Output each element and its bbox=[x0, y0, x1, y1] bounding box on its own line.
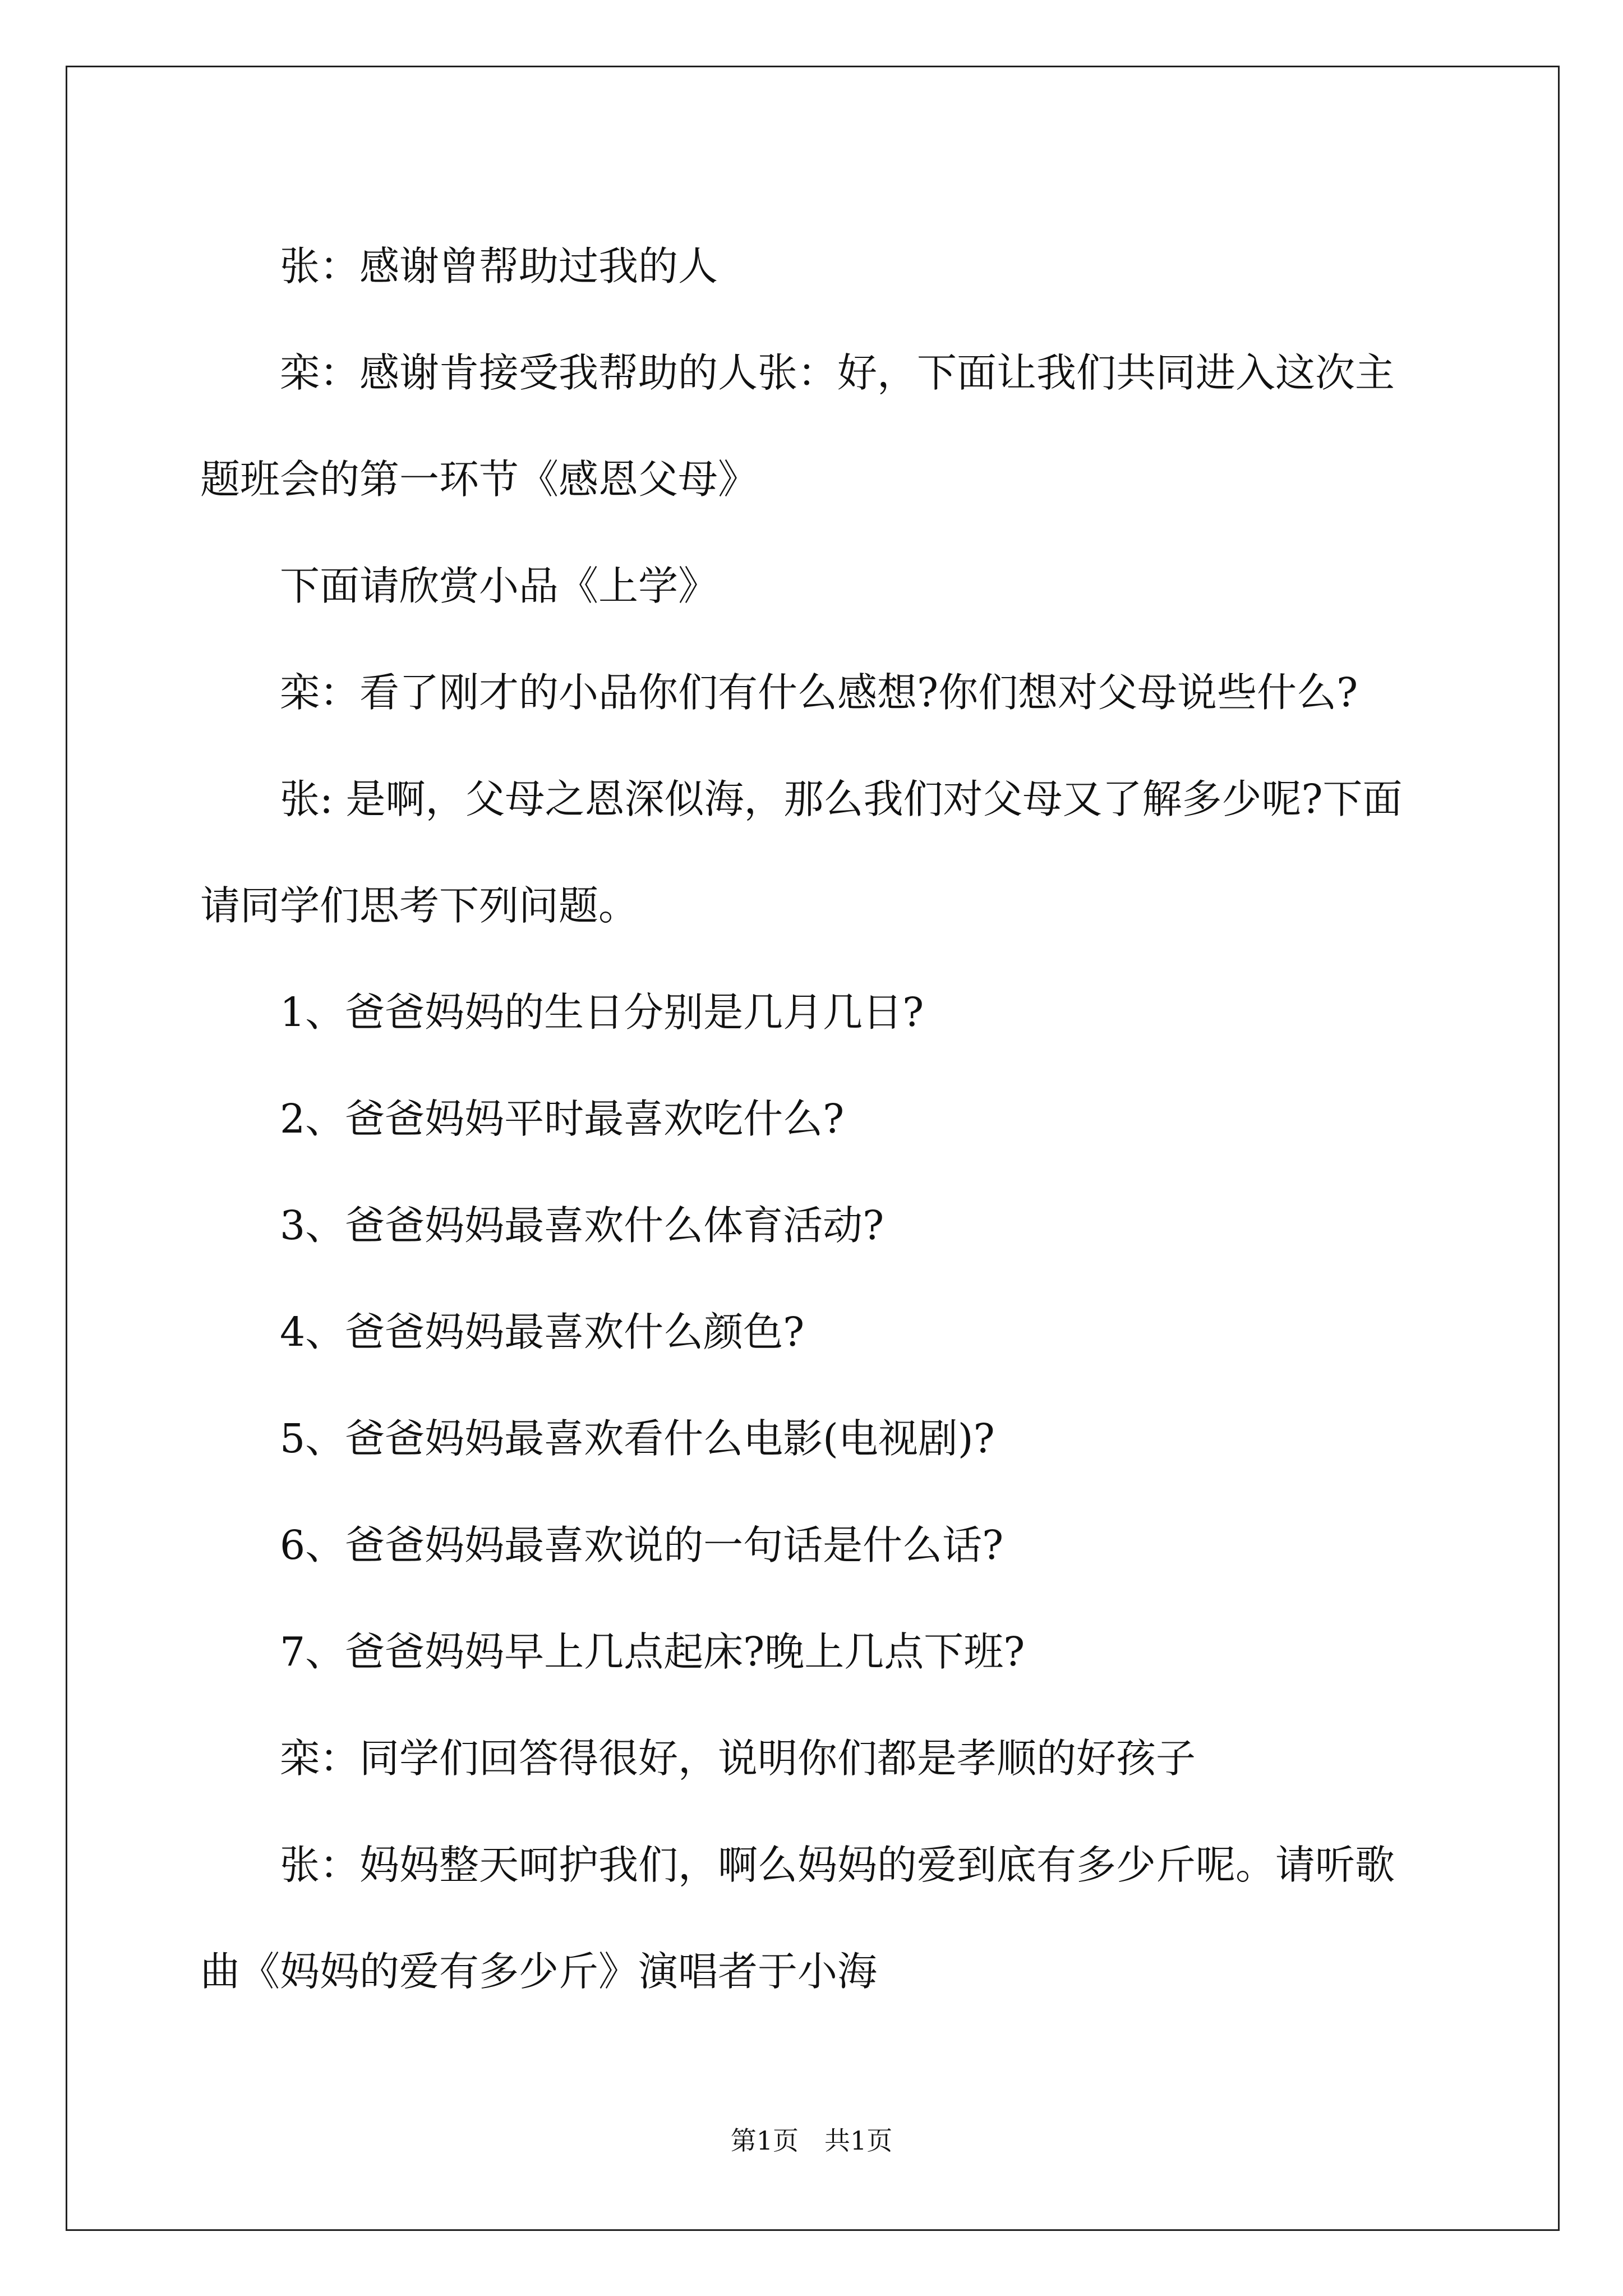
question-item: 1、爸爸妈妈的生日分别是几月几日? bbox=[280, 989, 924, 1036]
paragraph: 下面请欣赏小品《上学》 bbox=[280, 563, 718, 609]
document-body bbox=[200, 213, 1434, 2025]
paragraph: 张：妈妈整天呵护我们，啊么妈妈的爱到底有多少斤呢。请听歌曲《妈妈的爱有多少斤》演唱者于小海 bbox=[200, 1842, 1395, 1995]
paragraph: 张: 是啊，父母之恩深似海，那么我们对父母又了解多少呢?下面请同学们思考下列问题。 bbox=[200, 776, 1403, 929]
paragraph: 栾：看了刚才的小品你们有什么感想?你们想对父母说些什么? bbox=[280, 669, 1358, 716]
question-item: 5、爸爸妈妈最喜欢看什么电影(电视剧)? bbox=[280, 1415, 995, 1462]
paragraph: 栾：感谢肯接受我帮助的人张：好，下面让我们共同进入这次主题班会的第一环节《感恩父母》 bbox=[200, 349, 1395, 503]
question-item: 2、爸爸妈妈平时最喜欢吃什么? bbox=[280, 1096, 845, 1142]
question-item: 3、爸爸妈妈最喜欢什么体育活动? bbox=[280, 1202, 884, 1249]
question-item: 4、爸爸妈妈最喜欢什么颜色? bbox=[280, 1309, 805, 1355]
question-item: 6、爸爸妈妈最喜欢说的一句话是什么话? bbox=[280, 1522, 1004, 1568]
page-number-footer: 第1页 共1页 bbox=[730, 2125, 893, 2156]
paragraph: 栾：同学们回答得很好，说明你们都是孝顺的好孩子 bbox=[280, 1735, 1196, 1782]
paragraph: 张：感谢曾帮助过我的人 bbox=[280, 243, 718, 289]
question-item: 7、爸爸妈妈早上几点起床?晚上几点下班? bbox=[280, 1628, 1025, 1675]
